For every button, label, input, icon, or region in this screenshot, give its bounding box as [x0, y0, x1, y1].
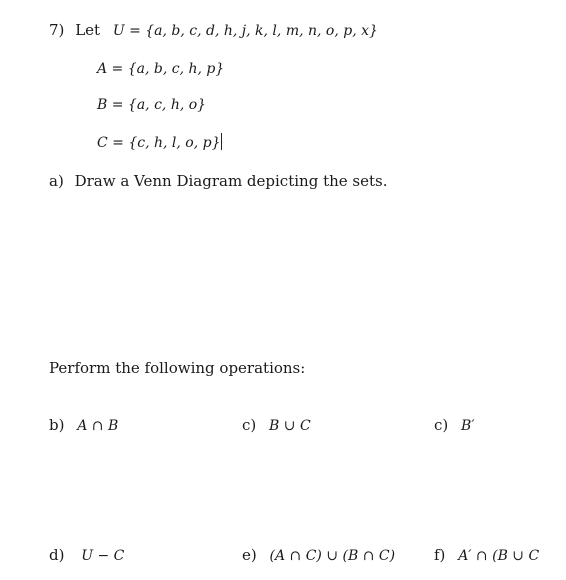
operation-expression: U − C: [81, 548, 125, 564]
operation-expression: B ∪ C: [269, 418, 311, 434]
question-header: [49, 21, 378, 40]
operation-label: f): [434, 546, 446, 564]
set-c-definition-row[interactable]: [97, 133, 222, 152]
operation-expression: A′ ∩ (B ∪ C: [458, 548, 540, 564]
part-a-label: a): [49, 172, 64, 190]
text-cursor: [221, 133, 222, 150]
question-number: 7): [49, 21, 65, 39]
operation-expression: B′: [461, 418, 475, 434]
operation-label: c): [242, 416, 257, 434]
operation-b: [49, 416, 118, 435]
operation-d: [49, 546, 124, 565]
operation-f: [434, 546, 539, 565]
part-a-text: Draw a Venn Diagram depicting the sets.: [74, 172, 388, 190]
universe-set: U = {a, b, c, d, h, j, k, l, m, n, o, p, x}: [112, 23, 378, 39]
operation-label: c): [434, 416, 449, 434]
operation-c: [242, 416, 311, 435]
part-a: [49, 172, 387, 190]
question-intro: Let: [75, 21, 101, 39]
operation-c-complement: [434, 416, 475, 435]
operation-e: [242, 546, 395, 565]
operations-heading: Perform the following operations:: [49, 359, 306, 377]
operation-label: d): [49, 546, 65, 564]
operation-expression: A ∩ B: [77, 418, 119, 434]
set-a-definition: A = {a, b, c, h, p}: [97, 61, 225, 77]
set-c-definition: C = {c, h, l, o, p}: [97, 135, 221, 151]
operation-label: e): [242, 546, 257, 564]
operation-label: b): [49, 416, 65, 434]
operation-expression: (A ∩ C) ∪ (B ∩ C): [269, 548, 396, 564]
set-b-definition: B = {a, c, h, o}: [97, 97, 207, 113]
